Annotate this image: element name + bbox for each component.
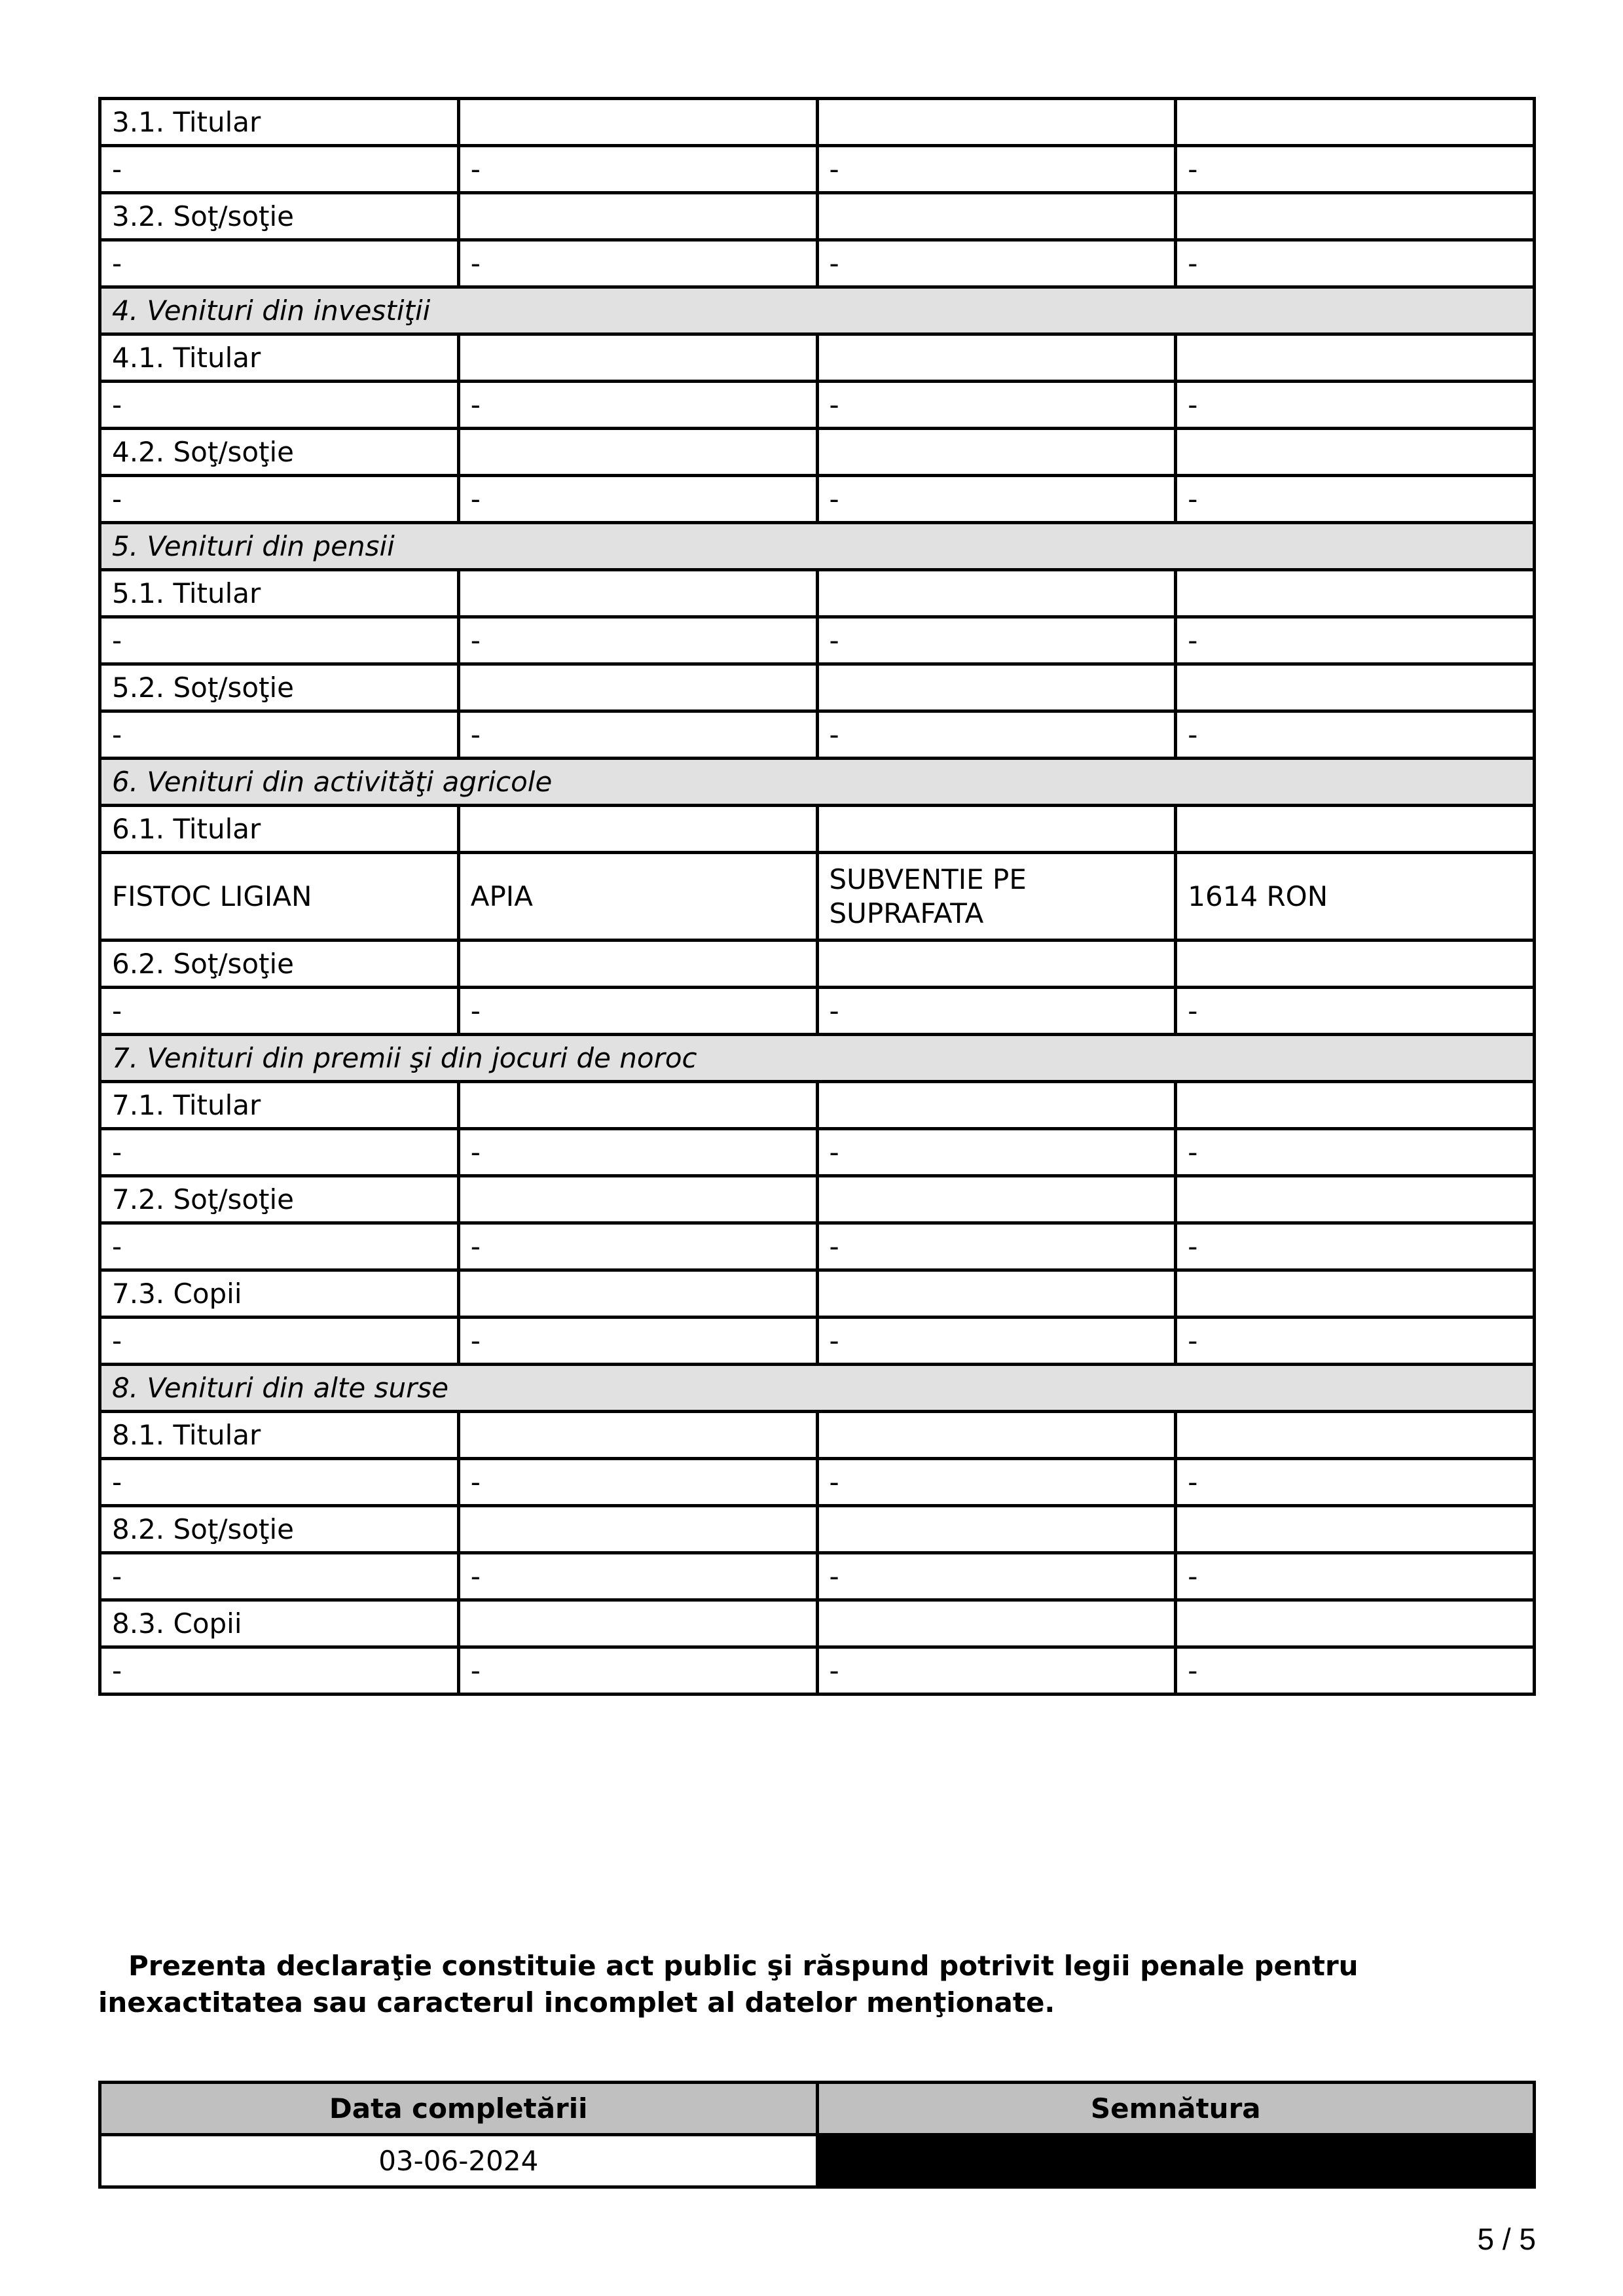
empty-cell [817,806,1176,853]
beneficiary-label-row [100,941,1535,988]
empty-cell [1176,941,1535,988]
income-data-row [100,1459,1535,1506]
beneficiary-label: 3.1. Titular [100,99,459,146]
beneficiary-label-row [100,429,1535,476]
section-title: 6. Venituri din activităţi agricole [100,759,1535,806]
income-amount-cell: - [1176,1459,1535,1506]
beneficiary-label: 4.1. Titular [100,334,459,382]
source-cell: - [458,382,817,429]
empty-cell [1176,806,1535,853]
income-amount-cell: - [1176,1129,1535,1176]
income-data-row [100,476,1535,523]
beneficiary-label-row [100,570,1535,617]
income-data-row [100,1318,1535,1365]
income-amount-cell: - [1176,1223,1535,1270]
empty-cell [1176,429,1535,476]
income-table-body [100,99,1535,1695]
section-title: 7. Venituri din premii şi din jocuri de noroc [100,1035,1535,1082]
empty-cell [817,334,1176,382]
beneficiary-label: 7.2. Soţ/soţie [100,1176,459,1223]
signature-redacted [817,2135,1535,2187]
beneficiary-cell: FISTOC LIGIAN [100,853,459,941]
income-amount-cell: 1614 RON [1176,853,1535,941]
beneficiary-label-row [100,806,1535,853]
empty-cell [817,1270,1176,1318]
empty-cell [458,1412,817,1459]
empty-cell [817,193,1176,240]
beneficiary-label-row [100,334,1535,382]
empty-cell [817,941,1176,988]
beneficiary-label: 3.2. Soţ/soţie [100,193,459,240]
section-header-row [100,759,1535,806]
source-cell: APIA [458,853,817,941]
income-data-row [100,617,1535,664]
source-cell: - [458,240,817,287]
empty-cell [1176,570,1535,617]
beneficiary-label: 6.1. Titular [100,806,459,853]
beneficiary-label: 8.3. Copii [100,1600,459,1647]
service-cell: - [817,476,1176,523]
service-cell: - [817,617,1176,664]
empty-cell [458,99,817,146]
empty-cell [458,1176,817,1223]
beneficiary-cell: - [100,1318,459,1365]
section-header-row [100,1035,1535,1082]
beneficiary-label-row [100,193,1535,240]
empty-cell [458,806,817,853]
service-cell: - [817,1223,1176,1270]
source-cell: - [458,711,817,759]
income-amount-cell: - [1176,476,1535,523]
beneficiary-cell: - [100,1553,459,1600]
income-data-row [100,1553,1535,1600]
source-cell: - [458,988,817,1035]
income-amount-cell: - [1176,1647,1535,1695]
beneficiary-label: 5.1. Titular [100,570,459,617]
service-cell: - [817,382,1176,429]
source-cell: - [458,1459,817,1506]
public-act-statement: Prezenta declaraţie constituie act public şi răspund potrivit legii penale pentru inexactitatea sau caracterul incomplet al datelor menţionate. [98,1950,1359,2018]
service-cell: - [817,1553,1176,1600]
empty-cell [458,1600,817,1647]
empty-cell [817,1506,1176,1553]
empty-cell [817,1082,1176,1129]
beneficiary-cell: - [100,711,459,759]
service-cell: - [817,240,1176,287]
beneficiary-label: 7.3. Copii [100,1270,459,1318]
beneficiary-cell: - [100,1223,459,1270]
signature-header: Semnătura [817,2083,1535,2135]
service-cell: - [817,1318,1176,1365]
beneficiary-label: 4.2. Soţ/soţie [100,429,459,476]
empty-cell [458,570,817,617]
source-cell: - [458,617,817,664]
empty-cell [1176,1176,1535,1223]
income-amount-cell: - [1176,240,1535,287]
empty-cell [1176,1412,1535,1459]
empty-cell [458,193,817,240]
income-data-row [100,1223,1535,1270]
beneficiary-label-row [100,664,1535,711]
income-table [98,97,1536,1696]
empty-cell [817,1176,1176,1223]
empty-cell [458,1506,817,1553]
beneficiary-label: 5.2. Soţ/soţie [100,664,459,711]
empty-cell [817,1600,1176,1647]
service-cell: - [817,988,1176,1035]
signature-table [98,2081,1536,2189]
empty-cell [458,429,817,476]
source-cell: - [458,1318,817,1365]
income-amount-cell: - [1176,711,1535,759]
empty-cell [1176,1506,1535,1553]
beneficiary-cell: - [100,1129,459,1176]
income-amount-cell: - [1176,382,1535,429]
income-data-row [100,1129,1535,1176]
source-cell: - [458,1223,817,1270]
source-cell: - [458,1553,817,1600]
beneficiary-label-row [100,1506,1535,1553]
beneficiary-label-row [100,1412,1535,1459]
beneficiary-cell: - [100,240,459,287]
beneficiary-label: 8.1. Titular [100,1412,459,1459]
income-amount-cell: - [1176,1318,1535,1365]
income-amount-cell: - [1176,617,1535,664]
beneficiary-label: 7.1. Titular [100,1082,459,1129]
empty-cell [1176,1600,1535,1647]
service-cell: - [817,146,1176,193]
beneficiary-label: 6.2. Soţ/soţie [100,941,459,988]
income-data-row [100,240,1535,287]
section-title: 4. Venituri din investiţii [100,287,1535,334]
completion-date: 03-06-2024 [100,2135,818,2187]
income-amount-cell: - [1176,146,1535,193]
signature-table-row [100,2135,1535,2187]
beneficiary-label-row [100,1176,1535,1223]
empty-cell [817,99,1176,146]
service-cell: - [817,1459,1176,1506]
service-cell: SUBVENTIE PE SUPRAFATA [817,853,1176,941]
source-cell: - [458,1129,817,1176]
income-amount-cell: - [1176,1553,1535,1600]
empty-cell [817,1412,1176,1459]
income-amount-cell: - [1176,988,1535,1035]
beneficiary-cell: - [100,476,459,523]
empty-cell [1176,1270,1535,1318]
source-cell: - [458,1647,817,1695]
empty-cell [458,1082,817,1129]
empty-cell [1176,99,1535,146]
empty-cell [817,570,1176,617]
income-data-row [100,988,1535,1035]
income-data-row [100,711,1535,759]
beneficiary-label-row [100,99,1535,146]
section-header-row [100,523,1535,570]
empty-cell [1176,193,1535,240]
empty-cell [1176,1082,1535,1129]
source-cell: - [458,476,817,523]
service-cell: - [817,1129,1176,1176]
beneficiary-cell: - [100,1647,459,1695]
empty-cell [458,1270,817,1318]
source-cell: - [458,146,817,193]
signature-table-header [100,2083,1535,2135]
beneficiary-cell: - [100,382,459,429]
empty-cell [817,664,1176,711]
empty-cell [1176,664,1535,711]
beneficiary-label-row [100,1082,1535,1129]
income-data-row [100,1647,1535,1695]
section-title: 5. Venituri din pensii [100,523,1535,570]
service-cell: - [817,1647,1176,1695]
empty-cell [1176,334,1535,382]
beneficiary-label-row [100,1600,1535,1647]
beneficiary-cell: - [100,988,459,1035]
date-header: Data completării [100,2083,818,2135]
service-cell: - [817,711,1176,759]
beneficiary-label-row [100,1270,1535,1318]
empty-cell [458,941,817,988]
income-data-row [100,146,1535,193]
beneficiary-cell: - [100,617,459,664]
empty-cell [458,334,817,382]
beneficiary-cell: - [100,1459,459,1506]
beneficiary-cell: - [100,146,459,193]
beneficiary-label: 8.2. Soţ/soţie [100,1506,459,1553]
empty-cell [817,429,1176,476]
section-header-row [100,287,1535,334]
section-title: 8. Venituri din alte surse [100,1365,1535,1412]
empty-cell [458,664,817,711]
income-data-row [100,382,1535,429]
income-data-row [100,853,1535,941]
page-number: 5 / 5 [1477,2222,1536,2256]
section-header-row [100,1365,1535,1412]
